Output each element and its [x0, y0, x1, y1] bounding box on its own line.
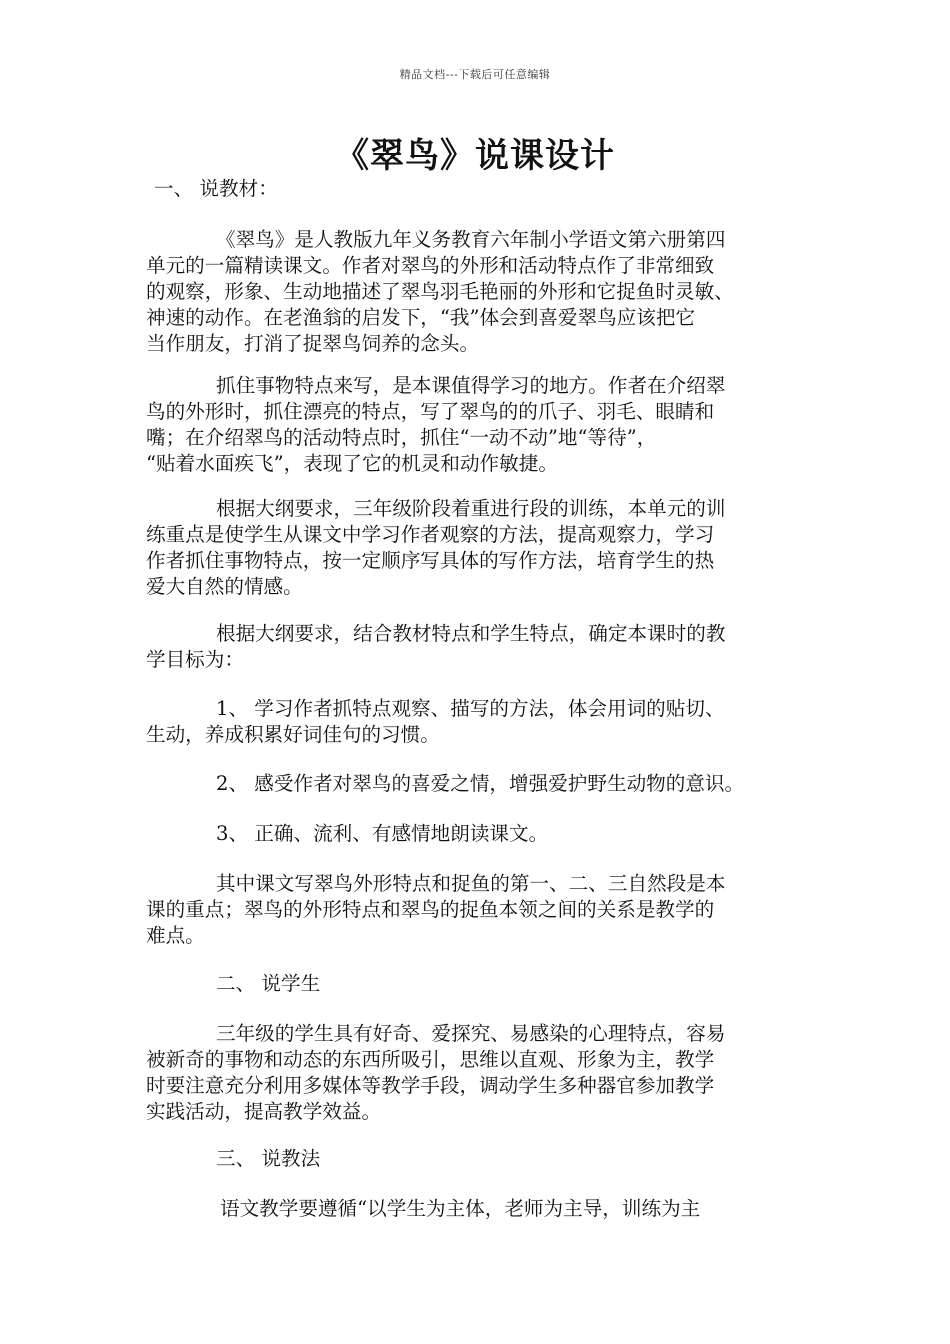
section-heading-teaching-method: 三、 说教法	[216, 1147, 321, 1170]
paragraph-line: 当作朋友，打消了捉翠鸟饲养的念头。	[146, 332, 480, 355]
paragraph-line: 作者抓住事物特点，按一定顺序写具体的写作方法，培育学生的热	[146, 549, 715, 572]
paragraph-line: 学目标为：	[146, 648, 244, 671]
paragraph-line: 三年级的学生具有好奇、爱探究、易感染的心理特点，容易	[216, 1022, 726, 1045]
paragraph-line: 语文教学要遵循“以学生为主体，老师为主导，训练为主	[220, 1197, 701, 1220]
paragraph-line: 根据大纲要求，结合教材特点和学生特点，确定本课时的教	[216, 622, 726, 645]
paragraph-line: 实践活动，提高教学效益。	[146, 1100, 382, 1123]
paragraph-line: 难点。	[146, 924, 205, 947]
paragraph-line: 爱大自然的情感。	[146, 575, 303, 598]
paragraph-5	[146, 871, 808, 949]
paragraph-line: 神速的动作。在老渔翁的启发下，“我”体会到喜爱翠鸟应该把它	[146, 306, 696, 329]
paragraph-line: 的观察，形象、生动地描述了翠鸟羽毛艳丽的外形和它捉鱼时灵敏、	[146, 280, 734, 303]
header-note: 精品文档---下载后可任意编辑	[399, 68, 551, 81]
paragraph-line: 单元的一篇精读课文。作者对翠鸟的外形和活动特点作了非常细致	[146, 254, 715, 277]
teaching-goal-3: 3、 正确、流利、有感情地朗读课文。	[216, 822, 549, 845]
paragraph-2	[146, 373, 808, 477]
paragraph-line: 时要注意充分利用多媒体等教学手段，调动学生多种器官参加教学	[146, 1074, 715, 1097]
teaching-goal-1	[146, 696, 808, 748]
paragraph-line: 抓住事物特点来写，是本课值得学习的地方。作者在介绍翠	[216, 374, 726, 397]
paragraph-line: 练重点是使学生从课文中学习作者观察的方法，提高观察力，学习	[146, 523, 715, 546]
paragraph-line: 被新奇的事物和动态的东西所吸引，思维以直观、形象为主，教学	[146, 1048, 715, 1071]
section-heading-students: 二、 说学生	[216, 972, 321, 995]
paragraph-6	[146, 1021, 808, 1125]
paragraph-line: “贴着水面疾飞”，表现了它的机灵和动作敏捷。	[146, 452, 558, 475]
paragraph-1	[146, 227, 808, 357]
paragraph-line: 课的重点；翠鸟的外形特点和翠鸟的捉鱼本领之间的关系是教学的	[146, 898, 715, 921]
paragraph-3	[146, 496, 808, 600]
paragraph-line: 《翠鸟》是人教版九年义务教育六年制小学语文第六册第四	[216, 228, 726, 251]
paragraph-line: 其中课文写翠鸟外形特点和捉鱼的第一、二、三自然段是本	[216, 872, 726, 895]
paragraph-line: 根据大纲要求，三年级阶段着重进行段的训练，本单元的训	[216, 497, 726, 520]
paragraph-line: 生动，养成积累好词佳句的习惯。	[146, 723, 440, 746]
document-title: 《翠鸟》说课设计	[335, 136, 615, 176]
paragraph-4	[146, 621, 808, 673]
paragraph-line: 鸟的外形时，抓住漂亮的特点，写了翠鸟的的爪子、羽毛、眼睛和	[146, 400, 715, 423]
paragraph-7	[146, 1196, 808, 1222]
paragraph-line: 嘴；在介绍翠鸟的活动特点时，抓住“一动不动”地“等待”，	[146, 426, 657, 449]
section-heading-teaching-material: 一、 说教材：	[154, 177, 278, 200]
paragraph-line: 1、 学习作者抓特点观察、描写的方法，体会用词的贴切、	[216, 697, 725, 720]
teaching-goal-2: 2、 感受作者对翠鸟的喜爱之情，增强爱护野生动物的意识。	[216, 772, 745, 795]
